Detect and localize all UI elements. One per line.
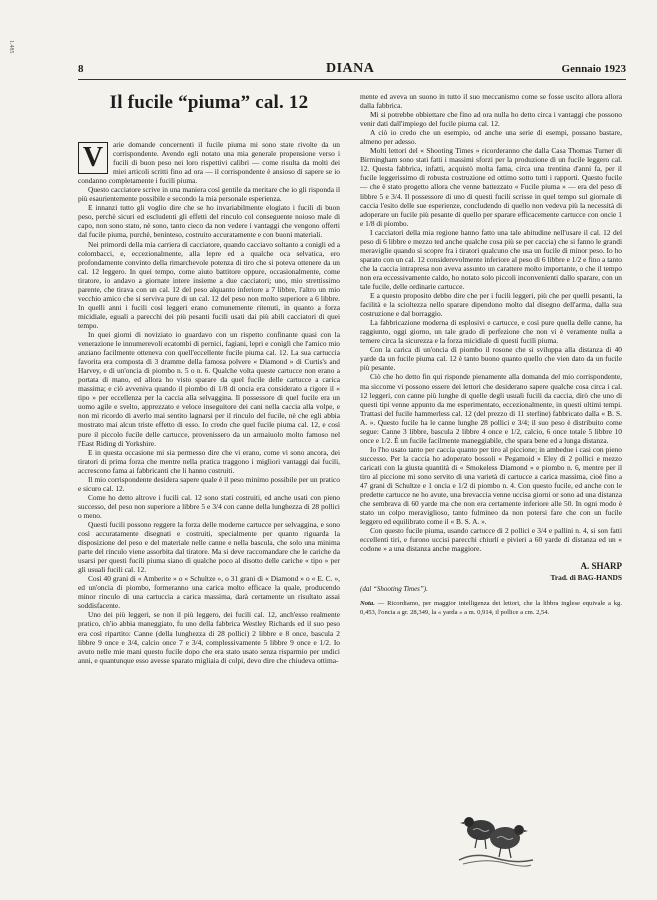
paragraph: Con la carica di un'oncia di piombo il rosone che si sviluppa alla distanza di 40 yarde da un fucile piuma cal. 12 è tanto buono quanto quello che vien dato da un fucile più pesante. xyxy=(360,345,622,373)
partridge-illustration-icon xyxy=(455,800,535,870)
paragraph: Questi fucili possono reggere la forza delle moderne cartucce per selvaggina, e sono così accuratamente disegnati e costruiti, specialmente per quanto riguarda la disposizione del peso e del materiale nelle canne e nella bascula, che solo una minima parte del rinculo viene assorbita dal tiratore. Ma si deve raccomandare che le cariche da usarsi per questi fucili piuma siano di qualche poco al disotto delle cariche « tipo » per gli usuali fucili cal. 12. xyxy=(78,519,340,575)
paragraph: Come ho detto altrove i fucili cal. 12 sono stati costruiti, ed anche usati con pieno successo, del peso non superiore a libbre 5 e 3/4 con canne della lunghezza di 28 pollici o meno. xyxy=(78,492,340,520)
paragraph: I cacciatori della mia regione hanno fatto una tale abitudine nell'usare il cal. 12 del peso di 6 libbre e mezzo ted anche qualche cosa più se per caccia) che si fanno le grandi meraviglie quando si scopre fra i tiratori qualcuno che usa un fucile di minor peso. Io ho sparato con un cal. 12 considerevolmente inferiore al peso di 6 libbre e 1/2 e fino a tanto che la caccia intrapresa non aveva assunto un carattere molto importante, o che il tempo non era eccessivamente caldo, ho notato solo piccoli inconvenienti dallo sparare, con un tale fucile, delle ordinarie cartucce. xyxy=(360,227,622,291)
note-text: — Ricordiamo, per maggior intelligenza dei lettori, che la libbra inglese equivale a kg. 0,453, l'oncia a gr. 28,349, la « yarda » a m. 0,914, il pollice a cm. 2,54. xyxy=(360,600,622,616)
first-paragraph-wrap xyxy=(78,140,340,185)
author-name: A. SHARP xyxy=(580,561,622,572)
paragraph: E in questa occasione mi sia permesso dire che vi erano, come vi sono ancora, dei tiratori di prima forza che mentre nella pratica traggono i migliori vantaggi dai fucili, accrescono fama ai fabbricanti che li hanno costruiti. xyxy=(78,447,340,475)
page-header xyxy=(78,62,626,80)
paragraph: Così 40 grani di « Amberite » o « Schultze », o 31 grani di « Diamond » o « E. C. », ed un'oncia di piombo, formeranno una carica molto efficace la quale, producendo minor rinculo di una cartuccia a carica massima, darà certamente un risultato assai soddisfacente. xyxy=(78,574,340,611)
signature xyxy=(360,561,622,583)
paragraph: Uno dei più leggeri, se non il più leggero, dei fucili cal. 12, anch'esso realmente pratico, ch'io abbia maneggiato, fu uno della fabbrica Westley Richards ed il suo peso era così ripartito: Canne (della lunghezza di 28 pollici) 2 libbre e 8 once, bascula 2 libbre 9 once e 3/4, calcio once 7 e 3/4, complessivamente 5 libbre 9 once e 1/2. Io avuto nelle mie mani questo fucile dopo che era stato usato senza risparmio per undici anni, e quantunque esso avesse sparato migliaia di colpi, devo dire che chiudeva ottima- xyxy=(78,610,340,665)
issue-date: Gennaio 1923 xyxy=(561,63,626,75)
dropcap-letter: V xyxy=(78,142,108,174)
source-credit: (dal “Shooting Times”). xyxy=(360,585,428,594)
paragraph: Molti lettori del « Shooting Times » ricorderanno che dalla Casa Thomas Turner di Birmingham sono stati fatti i massimi sforzi per la produzione di un fucile leggero cal. 12. Questa fabbrica, infatti, acquistò molta fama, circa una trentina d'anni fa, per il fucile leggerissimo di robusta costruzione ed ottimo sotto tutti i rapporti. Questo fucile — che è stato progetto allora che venne battezzato « Fucile piuma » — era del peso di libbre 5 e 3/4. Il possessore di uno di questi fucili scrisse in quel tempo sul giornale di caccia l'esito delle sue esperienze, concludendo di quello non vedeva più la necessità di adoperare un fucile più pesante di quello per sparare efficacemente cartucce con oncie 1 e 1/8 di piombo. xyxy=(360,146,622,228)
paragraph: La fabbricazione moderna di esplosivi e cartucce, e così pure quella delle canne, ha raggiunto, oggi giorno, un tale grado di perfezione che non vi è veramente nulla a temere circa la sicurezza e la forza micidiale di questi fucili piuma. xyxy=(360,318,622,346)
paragraph: In quei giorni di noviziato io guardavo con un rispetto confinante quasi con la venerazione le innumerevoli ecatombi di pernici, fagiani, lepri e conigli che l'amico mio anziano facilmente otteneva con quell'eccellente fucile piuma cal. 12. La sua cartuccia favorita era composta di 3 dramme della famosa polvere « Diamond » di Curtis's and Harvey, e di un'oncia di piombo n. 5 o n. 6. Qualche volta queste cartucce non erano a portata di mano, ed allora ho visto sparare da quel fucile delle cartucce a carica massima; e ciò avveniva quando il piombo di 1/8 di oncia era considerato a rigore il « tipo » per eccellenza per la caccia alla selvaggina. Il possessore di quel fucile era un uomo agile e svelto, apprezzato e veloce inseguitore dei cani nella caccia alla volpe, e non mi ricordo di averlo mai sentito lagnarsi per il rinculo del fucile, nè che egli abbia mostrato mai alcun triste effetto di esso. Io credo che quel fucile piuma cal. 12, e così pure il piccolo fucile delle cartucce, provenissero da un armaiuolo molto famoso nel l'East Riding di Yorkshire. xyxy=(78,329,340,448)
left-column xyxy=(78,140,340,665)
paragraph: Ciò che ho detto fin qui risponde pienamente alla domanda del mio corrispondente, ma siccome vi possono essere dei lettori che desiderano sapere qualche cosa circa i cal. 12 leggeri, con canne più lunghe di quelle degli usuali fucili da caccia, dirò che uno di questi tipi venne appunto da me esperimentato, eccezionalmente, in questi ultimi tempi. Trattasi del fucile hammerless cal. 12 (del prezzo di 11 sterline) fabbricato dalla « B. S. A. ». Questo fucile ha le canne lunghe 28 pollici e 3/4; il suo peso è distribuito come segue: Canne 3 libbre, bascula 2 libbre 4 once e 1/2, calcio, 6 once totale 5 libbre 10 once e 1/2. È un fucile facilmente maneggiabile, che spara bene ed a lunga distanza. xyxy=(360,372,622,445)
paragraph: Il mio corrispondente desidera sapere quale è il peso minimo possibile per un pratico e sicuro cal. 12. xyxy=(78,474,340,493)
masthead: DIANA xyxy=(326,61,375,76)
page-number: 8 xyxy=(78,63,84,75)
paragraph: mente ed aveva un suono in tutto il suo meccanismo come se fosse uscito allora allora dalla fabbrica. xyxy=(360,92,622,111)
paragraph: E innanzi tutto gli voglio dire che se ho invariabilmente elogiato i fucili di buon peso, perchè sicuri ed escludenti gli effetti del rinculo col conseguente noioso male di capo, non sono stato, nè sono, tanto cieco da non vedere i vantaggi che vengono offerti dal fucile piuma, purchè, beninteso, costruito accuratamente e con buoni materiali. xyxy=(78,203,340,240)
translator-credit: Trad. di BAG-HANDS xyxy=(550,573,622,583)
paragraph: Con questo fucile piuma, usando cartucce di 2 pollici e 3/4 e pallini n. 4, si son fatti eccellenti tiri, e furono uccisi parecchi chiurli e pivieri a 60 yarde di distanza ed un « codone » a una distanza anche maggiore. xyxy=(360,526,622,554)
article-title: Il fucile “piuma” cal. 12 xyxy=(109,92,309,113)
note-label: Nota. xyxy=(360,600,375,608)
right-column xyxy=(360,92,622,617)
footnote xyxy=(360,600,622,616)
paragraph: Io l'ho usato tanto per caccia quanto per tiro al piccione; in ambedue i casi con pieno successo. Per la caccia ho adoperato bossoli « Pegamoid » Eley di 2 pollici e mezzo caricati con la giusta quantità di « Smokeless Diamond » e piombo n. 6, mentre per il tiro al piccione mi sono servito di una varietà di cartucce a carica massima, cioè fino a 47 grani di Schultze e 1 oncia e 1/2 di piombo n. 4. Con questo fucile, ed anche con le predette cartucce ne ho avute, una brevaccia venne uccisa giorni or sono ad una distanza che sembrava di 60 yarde ma che non era certamente inferiore alle 50. In ogni modo è stato un colpo meraviglioso, tanto fulmineo da non potersi fare che con un fucile leggero ed equilibrato come il « B. S. A. ». xyxy=(360,444,622,527)
paragraph: Nei primordi della mia carriera di cacciatore, quando cacciavo soltanto a conigli ed a colombacci, e, eccezionalmente, alla lepre ed a qualche oca selvatica, ero profondamente convinto della rimarchevole potenza di tiro che si poteva ottenere da un cal. 12 leggero. In quei tempo, come aiuto battitore oppure, occasionalmente, come tiratore, io andavo a giornate intere insieme a due cacciatori; uno, mio strettissimo parente, che tirava con un cal. 12 del peso alquanto inferiore a 7 libbre, l'altro un mio vecchio amico che si serviva pure di un cal. 12 del peso non molto superiore a 6 libbre. In quelli anni i fucili così leggeri erano comunemente ritenuti, in quanto a forza micidiale, eguali a parecchi dei più pesanti fucili usati dai più abili cacciatori di quei tempo. xyxy=(78,239,340,330)
paragraph: arie domande concernenti il fucile piuma mi sono state rivolte da un corrispondente. Avendo egli notato una mia generale propensione verso i fucili di buon peso nei loro rispettivi calibri — come risulta da molti dei miei articoli scritti fino ad ora — il corrispondente è ansioso di sapere se io condanno completamente i fucili piuma. xyxy=(78,140,340,186)
paragraph: Questo cacciatore scrive in una maniera così gentile da meritare che io gli risponda il più esaurientemente possibile e secondo la mia personale esperienza. xyxy=(78,185,340,204)
margin-marks: 1.485 xyxy=(8,40,14,54)
paragraph: A ciò io credo che un esempio, od anche una serie di esempi, possano bastare, almeno per adesso. xyxy=(360,128,622,147)
paragraph: Mi si potrebbe obbiettare che fino ad ora nulla ho detto circa i vantaggi che possono venir dati dall'impiego del fucile piuma cal. 12. xyxy=(360,110,622,129)
paragraph: E a questo proposito debbo dire che per i fucili leggeri, più che per quelli pesanti, la facilità e la scioltezza nello sparare dipendono molto dal disegno dell'arma, dalla sua costruzione e dal borraggio. xyxy=(360,291,622,319)
